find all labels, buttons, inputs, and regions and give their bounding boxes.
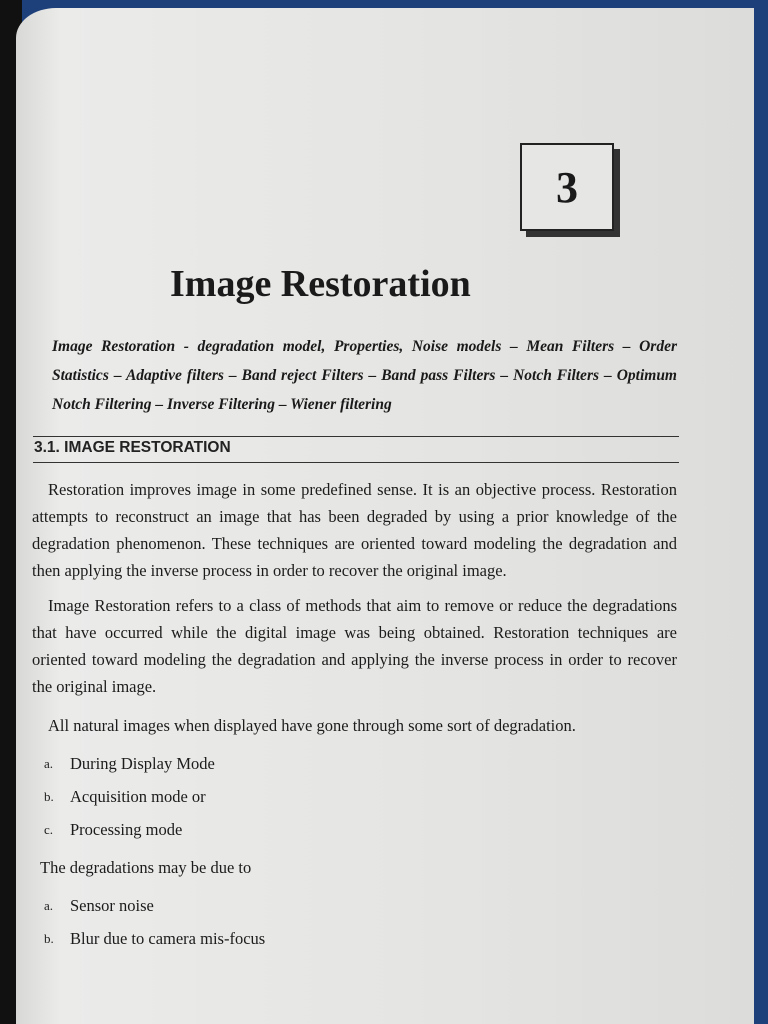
- list-intro: The degradations may be due to: [40, 858, 252, 877]
- list-item: [32, 747, 677, 780]
- chapter-number-box: [520, 143, 614, 231]
- section-rule-bottom: [33, 462, 679, 463]
- list-marker: b.: [44, 789, 54, 804]
- chapter-number: 3: [556, 162, 578, 212]
- list-text: Processing mode: [70, 820, 183, 839]
- chapter-summary: Image Restoration - degradation model, Properties, Noise models – Mean Filters – Order Statistics – Adaptive filters – Band reject Filters – Band pass Filters – Notch Filters – Optimum Notch Filtering – Inverse Filtering – Wiener filtering: [52, 338, 677, 413]
- list-text: During Display Mode: [70, 754, 215, 773]
- list-marker: a.: [44, 898, 54, 913]
- list-marker: a.: [44, 756, 54, 771]
- list-text: Blur due to camera mis-focus: [70, 929, 266, 948]
- list-marker: c.: [44, 822, 54, 837]
- list-text: Sensor noise: [70, 896, 154, 915]
- list-item: [32, 922, 677, 955]
- list-text: Acquisition mode or: [70, 787, 206, 806]
- paragraph: Restoration improves image in some predefined sense. It is an objective process. Restoration attempts to reconstruct an image that has been degraded by using a prior knowledge of the degradation phenomenon. These techniques are oriented toward modeling the degradation and then applying the inverse process in order to recover the original image.: [32, 480, 677, 580]
- body-text: [32, 476, 677, 955]
- section-heading: 3.1. IMAGE RESTORATION: [34, 439, 231, 456]
- chapter-title: Image Restoration: [170, 263, 471, 305]
- section-rule-top: [33, 436, 679, 437]
- list-marker: b.: [44, 931, 54, 946]
- paragraph: Image Restoration refers to a class of methods that aim to remove or reduce the degradations that have occurred while the digital image was being obtained. Restoration techniques are oriented toward modeling the degradation and applying the inverse process in order to recover the original image.: [32, 596, 677, 696]
- list-item: [32, 780, 677, 813]
- list-item: [32, 889, 677, 922]
- list-intro: All natural images when displayed have gone through some sort of degradation.: [48, 716, 576, 735]
- list-item: [32, 813, 677, 846]
